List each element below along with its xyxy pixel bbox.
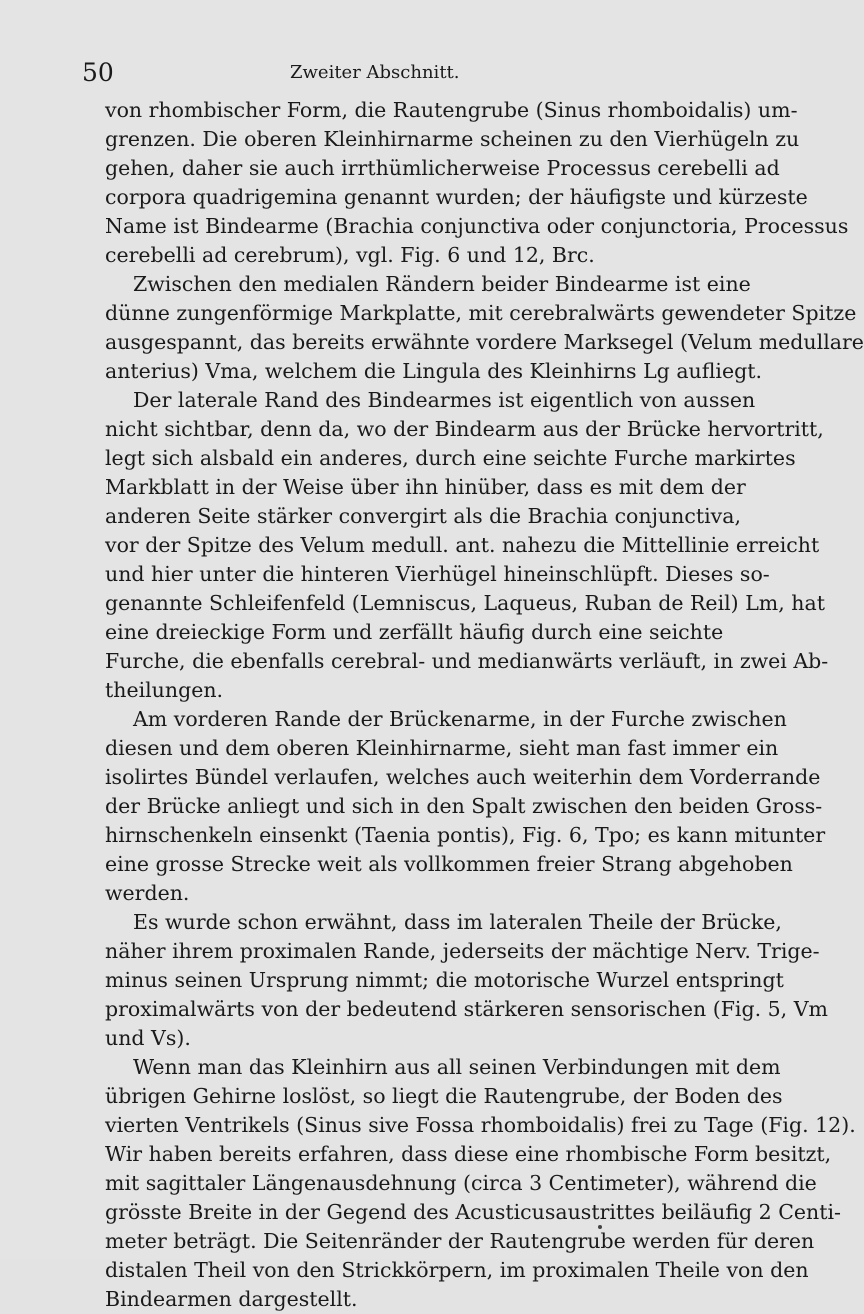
text-line: anderen Seite stärker convergirt als die Brachia conjunctiva, [105,504,741,528]
text-line: theilungen. [105,678,224,702]
paragraph-start: Zwischen den medialen Rändern beider Bindearme ist eine [133,272,751,296]
text-line: meter beträgt. Die Seitenränder der Rautengrube werden für deren [105,1229,815,1253]
text-line: näher ihrem proximalen Rande, jederseits der mächtige Nerv. Trige- [105,939,820,963]
text-line: und hier unter die hinteren Vierhügel hineinschlüpft. Dieses so- [105,562,770,586]
text-line: übrigen Gehirne loslöst, so liegt die Rautengrube, der Boden des [105,1084,783,1108]
text-line: isolirtes Bündel verlaufen, welches auch weiterhin dem Vorderrande [105,765,821,789]
text-line: Bindearmen dargestellt. [105,1287,358,1311]
text-line: der Brücke anliegt und sich in den Spalt zwischen den beiden Gross- [105,794,823,818]
text-line: Furche, die ebenfalls cerebral- und medianwärts verläuft, in zwei Ab- [105,649,829,673]
print-mark [598,1225,602,1229]
text-line: minus seinen Ursprung nimmt; die motorische Wurzel entspringt [105,968,784,992]
text-line: grenzen. Die oberen Kleinhirnarme scheinen zu den Vierhügeln zu [105,127,800,151]
text-line: hirnschenkeln einsenkt (Taenia pontis), Fig. 6, Tpo; es kann mitunter [105,823,826,847]
text-line: Markblatt in der Weise über ihn hinüber, dass es mit dem der [105,475,746,499]
text-line: anterius) Vma, welchem die Lingula des Kleinhirns Lg aufliegt. [105,359,762,383]
text-line: cerebelli ad cerebrum), vgl. Fig. 6 und 12, Brc. [105,243,595,267]
text-line: nicht sichtbar, denn da, wo der Bindearm aus der Brücke hervortritt, [105,417,824,441]
paragraph-start: Der laterale Rand des Bindearmes ist eigentlich von aussen [133,388,756,412]
body-text [105,96,864,1314]
running-head [0,56,800,86]
text-line: legt sich alsbald ein anderes, durch eine seichte Furche markirtes [105,446,796,470]
text-line: eine dreieckige Form und zerfällt häufig durch eine seichte [105,620,724,644]
text-line: grösste Breite in der Gegend des Acusticusaustrittes beiläufig 2 Centi- [105,1200,841,1224]
text-line: proximalwärts von der bedeutend stärkeren sensorischen (Fig. 5, Vm [105,997,828,1021]
text-line: gehen, daher sie auch irrthümlicherweise Processus cerebelli ad [105,156,780,180]
text-line: distalen Theil von den Strickkörpern, im proximalen Theile von den [105,1258,809,1282]
text-line: werden. [105,881,190,905]
text-line: dünne zungenförmige Markplatte, mit cerebralwärts gewendeter Spitze [105,301,857,325]
text-line: ausgespannt, das bereits erwähnte vordere Marksegel (Velum medullare [105,330,864,354]
text-line: eine grosse Strecke weit als vollkommen freier Strang abgehoben [105,852,793,876]
paragraph-start: Es wurde schon erwähnt, dass im lateralen Theile der Brücke, [133,910,782,934]
text-line: vor der Spitze des Velum medull. ant. nahezu die Mittellinie erreicht [105,533,820,557]
text-line: vierten Ventrikels (Sinus sive Fossa rhomboidalis) frei zu Tage (Fig. 12). [105,1113,856,1137]
text-line: von rhombischer Form, die Rautengrube (Sinus rhomboidalis) um- [105,98,798,122]
page-number: 50 [82,58,114,87]
text-line: Wir haben bereits erfahren, dass diese eine rhombische Form besitzt, [105,1142,832,1166]
text-line: Name ist Bindearme (Brachia conjunctiva oder conjunctoria, Processus [105,214,849,238]
text-line: mit sagittaler Längenausdehnung (circa 3 Centimeter), während die [105,1171,817,1195]
section-title: Zweiter Abschnitt. [290,62,460,83]
text-line: genannte Schleifenfeld (Lemniscus, Laqueus, Ruban de Reil) Lm, hat [105,591,825,615]
paragraph-start: Wenn man das Kleinhirn aus all seinen Verbindungen mit dem [133,1055,781,1079]
text-line: und Vs). [105,1026,191,1050]
text-line: corpora quadrigemina genannt wurden; der häufigste und kürzeste [105,185,808,209]
text-line: diesen und dem oberen Kleinhirnarme, sieht man fast immer ein [105,736,779,760]
paragraph-start: Am vorderen Rande der Brückenarme, in der Furche zwischen [133,707,787,731]
